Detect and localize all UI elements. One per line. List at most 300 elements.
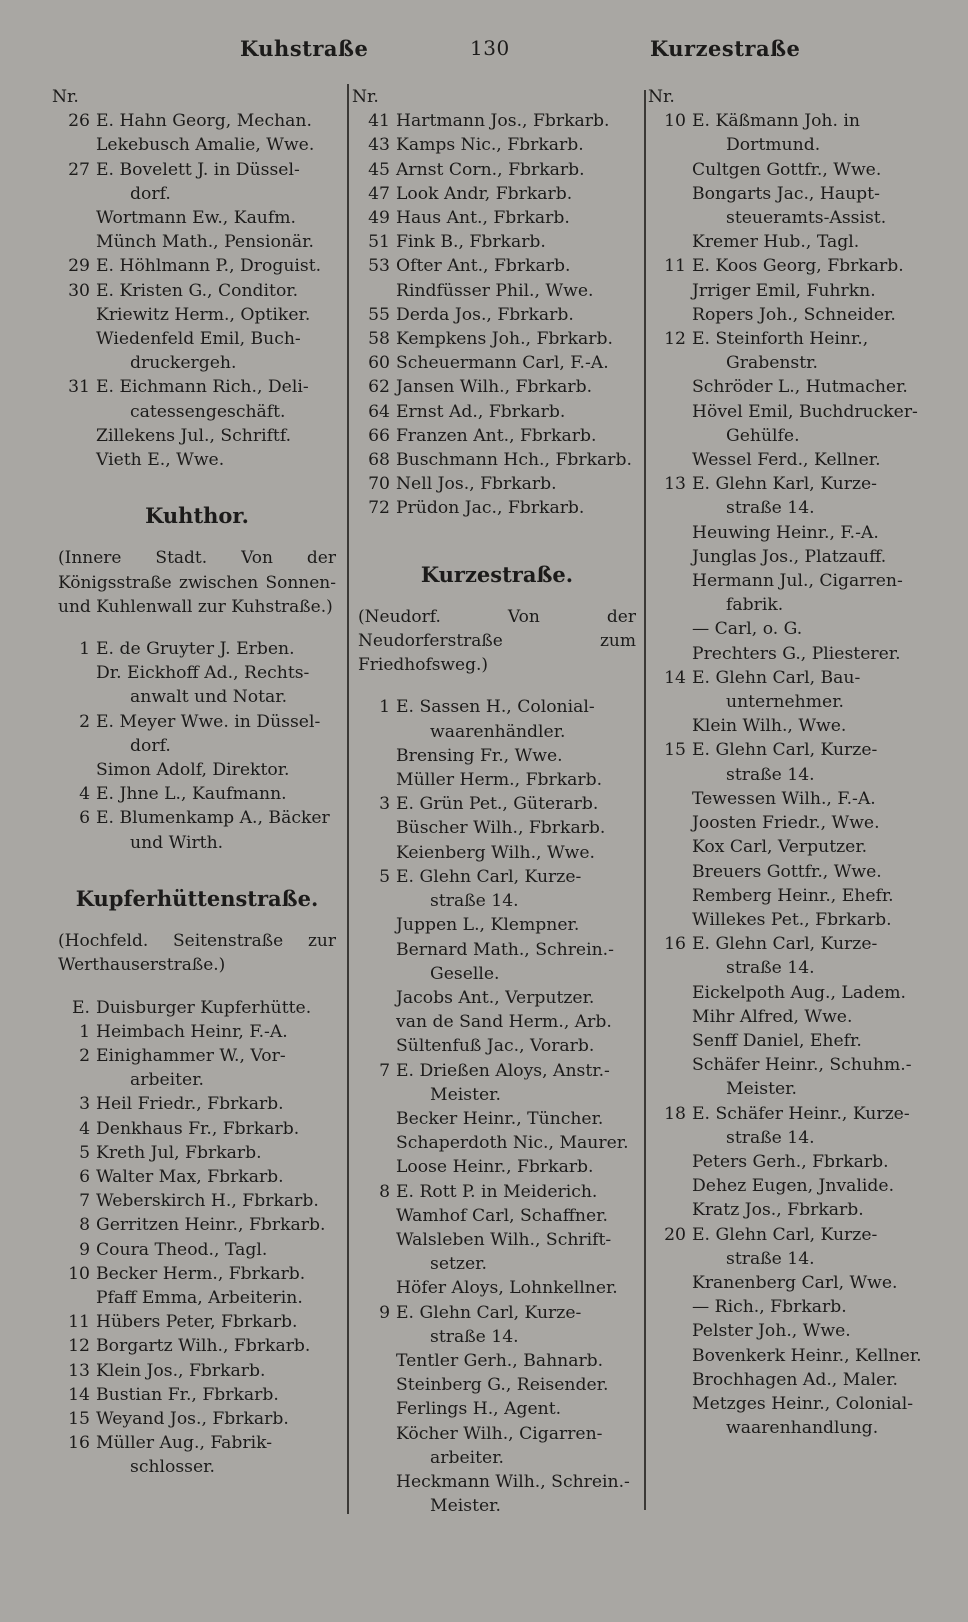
list-item bbox=[352, 1180, 642, 1204]
resident-entry: E. Hahn Georg, Mechan. bbox=[96, 111, 312, 132]
resident-entry: Remberg Heinr., Ehefr. bbox=[692, 885, 894, 906]
list-item bbox=[352, 1107, 642, 1131]
resident-entry: E. Jhne L., Kaufmann. bbox=[96, 784, 287, 805]
list-item bbox=[648, 1392, 953, 1416]
resident-entry: Heil Friedr., Fbrkarb. bbox=[96, 1094, 284, 1115]
house-number: 66 bbox=[368, 425, 390, 446]
list-item bbox=[52, 1020, 342, 1044]
list-item bbox=[648, 690, 953, 714]
resident-entry: E. Höhlmann P., Droguist. bbox=[96, 256, 322, 277]
list-item bbox=[648, 1174, 953, 1198]
list-item bbox=[52, 254, 342, 278]
resident-entry: E. Kristen G., Conditor. bbox=[96, 280, 299, 301]
list-item bbox=[352, 1204, 642, 1228]
house-number: 55 bbox=[368, 304, 390, 325]
resident-entry: Rindfüsser Phil., Wwe. bbox=[396, 280, 594, 301]
resident-entry: Metzges Heinr., Colonial- bbox=[692, 1393, 914, 1414]
list-item bbox=[52, 710, 342, 734]
house-number: 5 bbox=[79, 1142, 90, 1163]
resident-entry: E. Meyer Wwe. in Düssel- bbox=[96, 711, 321, 732]
list-item bbox=[648, 133, 953, 157]
list-item bbox=[352, 230, 642, 254]
list-item bbox=[52, 1068, 342, 1092]
list-item bbox=[52, 831, 342, 855]
list-item bbox=[52, 1141, 342, 1165]
house-number: 15 bbox=[68, 1408, 90, 1429]
list-item bbox=[352, 1034, 642, 1058]
resident-entry: Coura Theod., Tagl. bbox=[96, 1239, 268, 1260]
resident-entry: Dr. Eickhoff Ad., Rechts- bbox=[96, 663, 310, 684]
list-item bbox=[52, 758, 342, 782]
column-3 bbox=[648, 85, 953, 1440]
resident-entry: Meister. bbox=[726, 1079, 797, 1100]
house-number: 5 bbox=[379, 866, 390, 887]
resident-entry: Einighammer W., Vor- bbox=[96, 1045, 286, 1066]
resident-entry: Junglas Jos., Platzauff. bbox=[692, 546, 887, 567]
section-title-kupferhuettenstrasse: Kupferhüttenstraße. bbox=[75, 885, 319, 911]
list-item bbox=[352, 448, 642, 472]
resident-entry: Wiedenfeld Emil, Buch- bbox=[96, 329, 301, 350]
list-item bbox=[352, 133, 642, 157]
list-item bbox=[648, 109, 953, 133]
resident-entry: Kranenberg Carl, Wwe. bbox=[692, 1272, 898, 1293]
list-item bbox=[648, 1005, 953, 1029]
resident-entry: Sültenfuß Jac., Vorarb. bbox=[396, 1036, 595, 1057]
list-item bbox=[648, 642, 953, 666]
list-item bbox=[352, 768, 642, 792]
resident-entry: Kremer Hub., Tagl. bbox=[692, 232, 860, 253]
resident-entry: Hübers Peter, Fbrkarb. bbox=[96, 1312, 298, 1333]
list-item bbox=[52, 996, 342, 1020]
resident-entry: straße 14. bbox=[430, 1326, 519, 1347]
list-item bbox=[52, 375, 342, 399]
list-item bbox=[648, 763, 953, 787]
resident-entry: Pelster Joh., Wwe. bbox=[692, 1321, 851, 1342]
list-item bbox=[352, 889, 642, 913]
section-note-kurzestrasse: (Neudorf. Von der Neudorferstraße zum Friedhofsweg.) bbox=[358, 606, 636, 676]
list-item bbox=[648, 932, 953, 956]
list-item bbox=[648, 351, 953, 375]
resident-entry: straße 14. bbox=[726, 764, 815, 785]
resident-entry: Haus Ant., Fbrkarb. bbox=[396, 208, 570, 229]
list-item bbox=[648, 279, 953, 303]
resident-entry: — Carl, o. G. bbox=[692, 619, 803, 640]
resident-entry: Grabenstr. bbox=[726, 353, 818, 374]
resident-entry: Klein Wilh., Wwe. bbox=[692, 716, 847, 737]
house-number: 6 bbox=[79, 1166, 90, 1187]
list-item bbox=[352, 351, 642, 375]
resident-entry: Schäfer Heinr., Schuhm.- bbox=[692, 1055, 912, 1076]
resident-entry: Meister. bbox=[430, 1084, 501, 1105]
resident-entry: Ferlings H., Agent. bbox=[396, 1399, 562, 1420]
resident-entry: Tentler Gerh., Bahnarb. bbox=[396, 1350, 604, 1371]
list-item bbox=[352, 182, 642, 206]
list-item bbox=[52, 637, 342, 661]
resident-entry: E. Schäfer Heinr., Kurze- bbox=[692, 1103, 910, 1124]
resident-entry: Bovenkerk Heinr., Kellner. bbox=[692, 1345, 922, 1366]
list-item bbox=[648, 448, 953, 472]
resident-entry: waarenhändler. bbox=[430, 721, 566, 742]
house-number: 16 bbox=[664, 934, 686, 955]
resident-entry: Senff Daniel, Ehefr. bbox=[692, 1030, 862, 1051]
nr-label: Nr. bbox=[648, 87, 675, 107]
list-item bbox=[352, 1349, 642, 1373]
house-number: 1 bbox=[79, 639, 90, 660]
resident-entry: Vieth E., Wwe. bbox=[96, 450, 225, 471]
resident-entry: — Rich., Fbrkarb. bbox=[692, 1297, 847, 1318]
resident-entry: Heckmann Wilh., Schrein.- bbox=[396, 1471, 630, 1492]
resident-entry: straße 14. bbox=[430, 891, 519, 912]
resident-entry: E. Glehn Carl, Kurze- bbox=[396, 1302, 582, 1323]
list-item bbox=[648, 908, 953, 932]
list-item bbox=[52, 1359, 342, 1383]
column-divider-right bbox=[644, 90, 646, 1510]
list-item bbox=[648, 835, 953, 859]
list-item bbox=[352, 792, 642, 816]
list-item bbox=[648, 956, 953, 980]
list-item bbox=[648, 1029, 953, 1053]
list-item bbox=[352, 327, 642, 351]
list-item bbox=[648, 1271, 953, 1295]
list-item bbox=[352, 158, 642, 182]
resident-entry: Schaperdoth Nic., Maurer. bbox=[396, 1133, 629, 1154]
list-item bbox=[648, 1344, 953, 1368]
list-item bbox=[352, 1373, 642, 1397]
resident-entry: E. Eichmann Rich., Deli- bbox=[96, 377, 309, 398]
list-item bbox=[648, 981, 953, 1005]
resident-entry: Prüdon Jac., Fbrkarb. bbox=[396, 498, 585, 519]
resident-entry: Dehez Eugen, Jnvalide. bbox=[692, 1176, 895, 1197]
resident-entry: Pfaff Emma, Arbeiterin. bbox=[96, 1287, 303, 1308]
resident-entry: E. Glehn Carl, Kurze- bbox=[692, 934, 878, 955]
house-number: 49 bbox=[368, 208, 390, 229]
list-item bbox=[52, 448, 342, 472]
list-item bbox=[648, 206, 953, 230]
resident-entry: straße 14. bbox=[726, 1127, 815, 1148]
list-item bbox=[352, 816, 642, 840]
list-item bbox=[52, 1455, 342, 1479]
house-number: 13 bbox=[664, 474, 686, 495]
list-item bbox=[352, 279, 642, 303]
resident-entry: Buschmann Hch., Fbrkarb. bbox=[396, 450, 632, 471]
resident-entry: Breuers Gottfr., Wwe. bbox=[692, 861, 882, 882]
list-item bbox=[52, 782, 342, 806]
house-number: 51 bbox=[368, 232, 390, 253]
resident-entry: arbeiter. bbox=[130, 1070, 205, 1091]
resident-entry: Müller Aug., Fabrik- bbox=[96, 1433, 273, 1454]
resident-entry: E. Rott P. in Meiderich. bbox=[396, 1181, 598, 1202]
resident-entry: Brochhagen Ad., Maler. bbox=[692, 1369, 899, 1390]
section-title-kurzestrasse: Kurzestraße. bbox=[420, 561, 574, 587]
list-item bbox=[648, 158, 953, 182]
resident-entry: dorf. bbox=[130, 183, 171, 204]
list-item bbox=[352, 496, 642, 520]
resident-entry: Arnst Corn., Fbrkarb. bbox=[396, 159, 585, 180]
list-item bbox=[648, 1295, 953, 1319]
list-item bbox=[648, 375, 953, 399]
resident-entry: straße 14. bbox=[726, 1248, 815, 1269]
house-number: 60 bbox=[368, 353, 390, 374]
kuhstrasse-continued-entries bbox=[352, 109, 642, 520]
list-item bbox=[352, 1228, 642, 1252]
list-item bbox=[648, 787, 953, 811]
resident-entry: E. Steinforth Heinr., bbox=[692, 329, 869, 350]
list-item bbox=[352, 1446, 642, 1470]
resident-entry: steueramts-Assist. bbox=[726, 208, 887, 229]
house-number: 9 bbox=[379, 1302, 390, 1323]
resident-entry: Derda Jos., Fbrkarb. bbox=[396, 304, 574, 325]
resident-entry: Geselle. bbox=[430, 963, 500, 984]
resident-entry: Kempkens Joh., Fbrkarb. bbox=[396, 329, 613, 350]
resident-entry: Nell Jos., Fbrkarb. bbox=[396, 474, 557, 495]
list-item bbox=[352, 375, 642, 399]
house-number: 18 bbox=[664, 1103, 686, 1124]
resident-entry: Kratz Jos., Fbrkarb. bbox=[692, 1200, 864, 1221]
list-item bbox=[352, 424, 642, 448]
list-item bbox=[52, 327, 342, 351]
house-number: 68 bbox=[368, 450, 390, 471]
resident-entry: unternehmer. bbox=[726, 692, 845, 713]
resident-entry: und Wirth. bbox=[130, 832, 224, 853]
list-item bbox=[52, 182, 342, 206]
resident-entry: Köcher Wilh., Cigarren- bbox=[396, 1423, 603, 1444]
resident-entry: E. Glehn Carl, Kurze- bbox=[692, 740, 878, 761]
list-item bbox=[52, 206, 342, 230]
resident-entry: Hövel Emil, Buchdrucker- bbox=[692, 401, 918, 422]
list-item bbox=[52, 1383, 342, 1407]
resident-entry: Borgartz Wilh., Fbrkarb. bbox=[96, 1336, 311, 1357]
list-item bbox=[352, 303, 642, 327]
kurzestrasse-continued-entries bbox=[648, 109, 953, 1440]
resident-entry: straße 14. bbox=[726, 498, 815, 519]
resident-entry: Schröder L., Hutmacher. bbox=[692, 377, 908, 398]
nr-label: Nr. bbox=[352, 87, 379, 107]
list-item bbox=[648, 303, 953, 327]
list-item bbox=[352, 720, 642, 744]
list-item bbox=[352, 986, 642, 1010]
kuhstrasse-entries bbox=[52, 109, 342, 472]
house-number: 4 bbox=[79, 1118, 90, 1139]
list-item bbox=[648, 1126, 953, 1150]
resident-entry: schlosser. bbox=[130, 1457, 215, 1478]
resident-entry: E. Drießen Aloys, Anstr.- bbox=[396, 1060, 610, 1081]
house-number: 45 bbox=[368, 159, 390, 180]
list-item bbox=[52, 1189, 342, 1213]
resident-entry: anwalt und Notar. bbox=[130, 687, 288, 708]
resident-entry: Jrriger Emil, Fuhrkn. bbox=[692, 280, 876, 301]
list-item bbox=[648, 254, 953, 278]
list-item bbox=[352, 472, 642, 496]
list-item bbox=[352, 254, 642, 278]
resident-entry: fabrik. bbox=[726, 595, 784, 616]
resident-entry: straße 14. bbox=[726, 958, 815, 979]
resident-entry: Gehülfe. bbox=[726, 425, 800, 446]
resident-entry: Becker Herm., Fbrkarb. bbox=[96, 1263, 306, 1284]
house-number: 2 bbox=[79, 711, 90, 732]
list-item bbox=[352, 1276, 642, 1300]
list-item bbox=[352, 1470, 642, 1494]
header-left-street: Kuhstraße bbox=[240, 36, 369, 61]
house-number: 47 bbox=[368, 183, 390, 204]
resident-entry: E. Glehn Carl, Bau- bbox=[692, 667, 861, 688]
list-item bbox=[52, 734, 342, 758]
list-item bbox=[52, 303, 342, 327]
house-number: 11 bbox=[68, 1312, 90, 1333]
resident-entry: Mihr Alfred, Wwe. bbox=[692, 1006, 853, 1027]
resident-entry: E. Blumenkamp A., Bäcker bbox=[96, 808, 330, 829]
list-item bbox=[52, 685, 342, 709]
list-item bbox=[352, 1252, 642, 1276]
list-item bbox=[648, 1077, 953, 1101]
list-item bbox=[52, 1238, 342, 1262]
resident-entry: dorf. bbox=[130, 735, 171, 756]
resident-entry: Gerritzen Heinr., Fbrkarb. bbox=[96, 1215, 326, 1236]
resident-entry: Weberskirch H., Fbrkarb. bbox=[96, 1191, 319, 1212]
resident-entry: Franzen Ant., Fbrkarb. bbox=[396, 425, 597, 446]
resident-entry: druckergeh. bbox=[130, 353, 237, 374]
house-number: 9 bbox=[79, 1239, 90, 1260]
list-item bbox=[648, 400, 953, 424]
resident-entry: Heuwing Heinr., F.-A. bbox=[692, 522, 879, 543]
house-number: 3 bbox=[379, 794, 390, 815]
resident-entry: catessengeschäft. bbox=[130, 401, 286, 422]
house-number: E. bbox=[71, 997, 90, 1018]
list-item bbox=[648, 860, 953, 884]
resident-entry: Loose Heinr., Fbrkarb. bbox=[396, 1157, 594, 1178]
list-item bbox=[648, 327, 953, 351]
list-item bbox=[52, 1431, 342, 1455]
list-item bbox=[52, 1092, 342, 1116]
resident-entry: Bernard Math., Schrein.- bbox=[396, 939, 614, 960]
list-item bbox=[52, 400, 342, 424]
house-number: 41 bbox=[368, 111, 390, 132]
resident-entry: Eickelpoth Aug., Ladem. bbox=[692, 982, 907, 1003]
resident-entry: E. Glehn Carl, Kurze- bbox=[692, 1224, 878, 1245]
resident-entry: Münch Math., Pensionär. bbox=[96, 232, 314, 253]
list-item bbox=[352, 913, 642, 937]
resident-entry: Lekebusch Amalie, Wwe. bbox=[96, 135, 315, 156]
resident-entry: Meister. bbox=[430, 1496, 501, 1517]
house-number: 7 bbox=[379, 1060, 390, 1081]
house-number: 30 bbox=[68, 280, 90, 301]
house-number: 3 bbox=[79, 1094, 90, 1115]
house-number: 15 bbox=[664, 740, 686, 761]
house-number: 43 bbox=[368, 135, 390, 156]
list-item bbox=[352, 1059, 642, 1083]
list-item bbox=[52, 109, 342, 133]
resident-entry: setzer. bbox=[430, 1254, 487, 1275]
list-item bbox=[648, 1319, 953, 1343]
resident-entry: Büscher Wilh., Fbrkarb. bbox=[396, 818, 606, 839]
resident-entry: Heimbach Heinr, F.-A. bbox=[96, 1021, 288, 1042]
section-note-kuhthor: (Innere Stadt. Von der Königsstraße zwischen Sonnen- und Kuhlenwall zur Kuhstraße.) bbox=[58, 548, 336, 617]
resident-entry: Jacobs Ant., Verputzer. bbox=[396, 987, 595, 1008]
resident-entry: Denkhaus Fr., Fbrkarb. bbox=[96, 1118, 300, 1139]
list-item bbox=[352, 1422, 642, 1446]
resident-entry: Ropers Joh., Schneider. bbox=[692, 304, 896, 325]
list-item bbox=[648, 496, 953, 520]
list-item bbox=[352, 1083, 642, 1107]
house-number: 2 bbox=[79, 1045, 90, 1066]
resident-entry: Weyand Jos., Fbrkarb. bbox=[96, 1408, 289, 1429]
resident-entry: Hermann Jul., Cigarren- bbox=[692, 571, 903, 592]
list-item bbox=[352, 1131, 642, 1155]
house-number: 7 bbox=[79, 1191, 90, 1212]
resident-entry: Klein Jos., Fbrkarb. bbox=[96, 1360, 266, 1381]
resident-entry: Dortmund. bbox=[726, 135, 821, 156]
resident-entry: Simon Adolf, Direktor. bbox=[96, 760, 290, 781]
list-item bbox=[52, 158, 342, 182]
list-item bbox=[352, 962, 642, 986]
resident-entry: E. Grün Pet., Güterarb. bbox=[396, 794, 599, 815]
list-item bbox=[352, 1325, 642, 1349]
resident-entry: E. Bovelett J. in Düssel- bbox=[96, 159, 300, 180]
list-item bbox=[52, 1310, 342, 1334]
resident-entry: Joosten Friedr., Wwe. bbox=[692, 813, 880, 834]
resident-entry: arbeiter. bbox=[430, 1447, 505, 1468]
list-item bbox=[52, 230, 342, 254]
kuhthor-entries bbox=[52, 637, 342, 855]
resident-entry: Walter Max, Fbrkarb. bbox=[96, 1166, 284, 1187]
list-item bbox=[648, 738, 953, 762]
house-number: 1 bbox=[379, 697, 390, 718]
resident-entry: Peters Gerh., Fbrkarb. bbox=[692, 1151, 889, 1172]
column-1 bbox=[52, 85, 342, 1480]
resident-entry: Ernst Ad., Fbrkarb. bbox=[396, 401, 566, 422]
resident-entry: Höfer Aloys, Lohnkellner. bbox=[396, 1278, 618, 1299]
list-item bbox=[52, 806, 342, 830]
page-number: 130 bbox=[470, 36, 510, 60]
resident-entry: Hartmann Jos., Fbrkarb. bbox=[396, 111, 610, 132]
list-item bbox=[648, 617, 953, 641]
list-item bbox=[352, 938, 642, 962]
section-title-kuhthor: Kuhthor. bbox=[145, 503, 249, 529]
house-number: 26 bbox=[68, 111, 90, 132]
house-number: 8 bbox=[79, 1215, 90, 1236]
list-item bbox=[352, 1155, 642, 1179]
list-item bbox=[648, 1102, 953, 1126]
list-item bbox=[648, 811, 953, 835]
list-item bbox=[648, 666, 953, 690]
column-divider-left bbox=[347, 84, 349, 1514]
house-number: 31 bbox=[68, 377, 90, 398]
resident-entry: van de Sand Herm., Arb. bbox=[396, 1012, 612, 1033]
list-item bbox=[648, 1150, 953, 1174]
resident-entry: Scheuermann Carl, F.-A. bbox=[396, 353, 609, 374]
house-number: 16 bbox=[68, 1433, 90, 1454]
resident-entry: waarenhandlung. bbox=[726, 1418, 879, 1439]
resident-entry: Juppen L., Klempner. bbox=[396, 915, 580, 936]
house-number: 70 bbox=[368, 474, 390, 495]
nr-label: Nr. bbox=[52, 87, 79, 107]
house-number: 12 bbox=[664, 329, 686, 350]
resident-entry: Becker Heinr., Tüncher. bbox=[396, 1108, 604, 1129]
resident-entry: Prechters G., Pliesterer. bbox=[692, 643, 901, 664]
house-number: 53 bbox=[368, 256, 390, 277]
resident-entry: Brensing Fr., Wwe. bbox=[396, 745, 563, 766]
resident-entry: Steinberg G., Reisender. bbox=[396, 1375, 609, 1396]
resident-entry: Jansen Wilh., Fbrkarb. bbox=[396, 377, 593, 398]
list-item bbox=[352, 400, 642, 424]
list-item bbox=[52, 424, 342, 448]
resident-entry: Willekes Pet., Fbrkarb. bbox=[692, 909, 892, 930]
list-item bbox=[352, 1494, 642, 1518]
header-right-street: Kurzestraße bbox=[650, 36, 801, 61]
list-item bbox=[352, 1301, 642, 1325]
kupferhuettenstrasse-entries bbox=[52, 996, 342, 1480]
list-item bbox=[648, 1198, 953, 1222]
resident-entry: Müller Herm., Fbrkarb. bbox=[396, 770, 603, 791]
